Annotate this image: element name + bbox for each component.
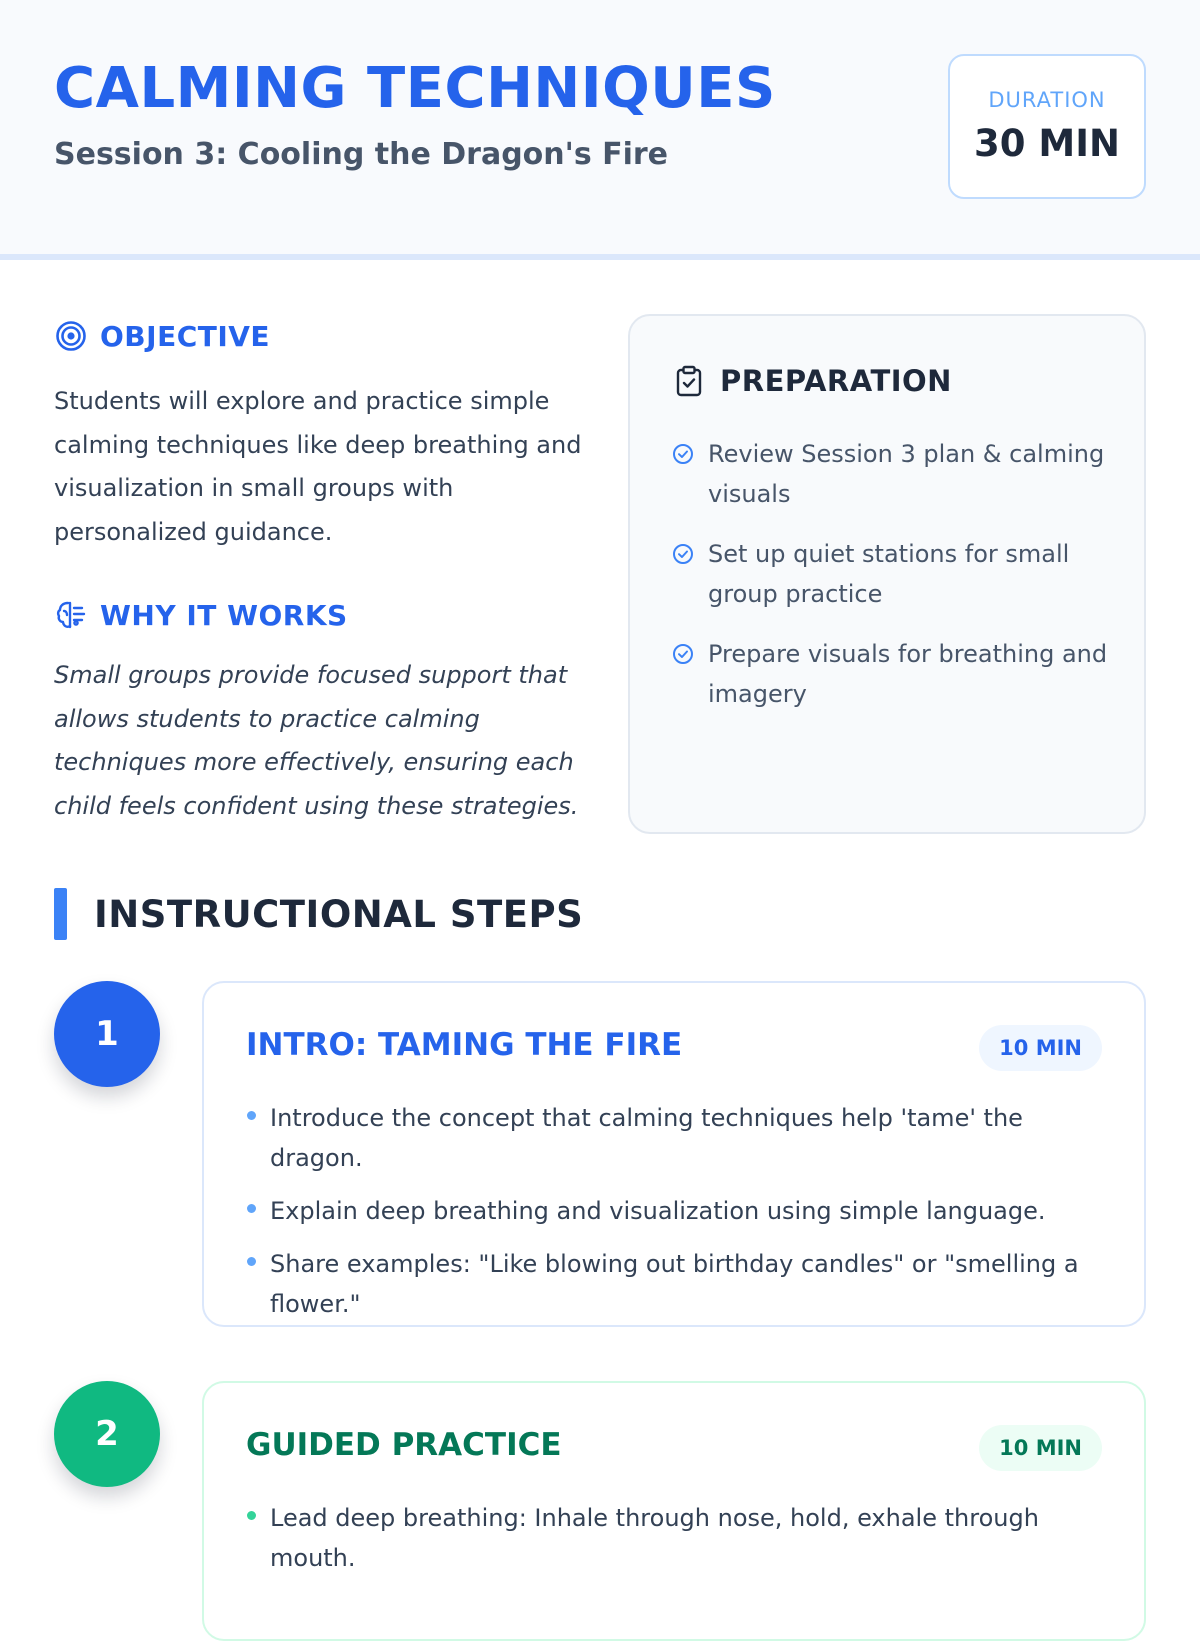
step-duration-badge: 10 MIN (979, 1425, 1102, 1471)
step-card (202, 981, 1146, 1327)
preparation-item (672, 534, 1112, 614)
session-subtitle: Session 3: Cooling the Dragon's Fire (54, 137, 669, 172)
objective-text: Students will explore and practice simple calming techniques like deep breathing and visualization in small groups with personalized guidance. (54, 387, 582, 546)
instructional-steps-heading (54, 888, 583, 940)
duration-label: DURATION (988, 88, 1106, 112)
preparation-item (672, 434, 1112, 514)
step-number-badge: 2 (54, 1381, 160, 1487)
step-bullet (246, 1191, 1106, 1231)
page-title: CALMING TECHNIQUES (54, 56, 776, 121)
duration-badge (948, 54, 1146, 199)
bullet-dot (247, 1111, 256, 1120)
preparation-item-text: Set up quiet stations for small group practice (708, 540, 1070, 608)
step-duration-badge: 10 MIN (979, 1025, 1102, 1071)
step-bullet-list (246, 1098, 1106, 1337)
preparation-card (628, 314, 1146, 834)
clipboard-check-icon (672, 364, 706, 398)
bullet-dot (247, 1511, 256, 1520)
step-title: GUIDED PRACTICE (246, 1427, 562, 1463)
bullet-dot (247, 1257, 256, 1266)
step-bullet (246, 1244, 1106, 1324)
step-bullet-text: Lead deep breathing: Inhale through nose, hold, exhale through mouth. (270, 1504, 1039, 1572)
target-icon (54, 319, 88, 353)
preparation-item (672, 634, 1112, 714)
step-bullet-text: Explain deep breathing and visualization using simple language. (270, 1197, 1046, 1225)
page-header (0, 0, 1200, 260)
check-circle-icon (672, 434, 696, 474)
why-it-works-heading-label: WHY IT WORKS (100, 598, 348, 632)
bullet-dot (247, 1204, 256, 1213)
preparation-item-text: Prepare visuals for breathing and imagery (708, 640, 1108, 708)
why-it-works-text: Small groups provide focused support that allows students to practice calming techniques more effectively, ensuring each child feels confident using these strategies. (54, 661, 579, 820)
step-bullet (246, 1098, 1106, 1178)
section-accent-bar (54, 888, 67, 940)
objective-heading (54, 319, 270, 353)
check-circle-icon (672, 634, 696, 674)
duration-value: 30 MIN (974, 122, 1120, 165)
brain-icon (54, 598, 88, 632)
check-circle-icon (672, 534, 696, 574)
preparation-heading (672, 364, 952, 398)
preparation-list (672, 434, 1112, 734)
step-bullet (246, 1498, 1106, 1578)
objective-heading-label: OBJECTIVE (100, 319, 271, 353)
step-number-badge: 1 (54, 981, 160, 1087)
preparation-heading-label: PREPARATION (720, 364, 952, 398)
why-it-works-heading (54, 598, 348, 632)
step-bullet-text: Share examples: "Like blowing out birthday candles" or "smelling a flower." (270, 1250, 1079, 1318)
step-bullet-text: Introduce the concept that calming techniques help 'tame' the dragon. (270, 1104, 1023, 1172)
instructional-steps-title: INSTRUCTIONAL STEPS (94, 892, 584, 936)
preparation-item-text: Review Session 3 plan & calming visuals (708, 440, 1105, 508)
step-bullet-list (246, 1498, 1106, 1591)
step-card (202, 1381, 1146, 1641)
step-title: INTRO: TAMING THE FIRE (246, 1027, 683, 1063)
